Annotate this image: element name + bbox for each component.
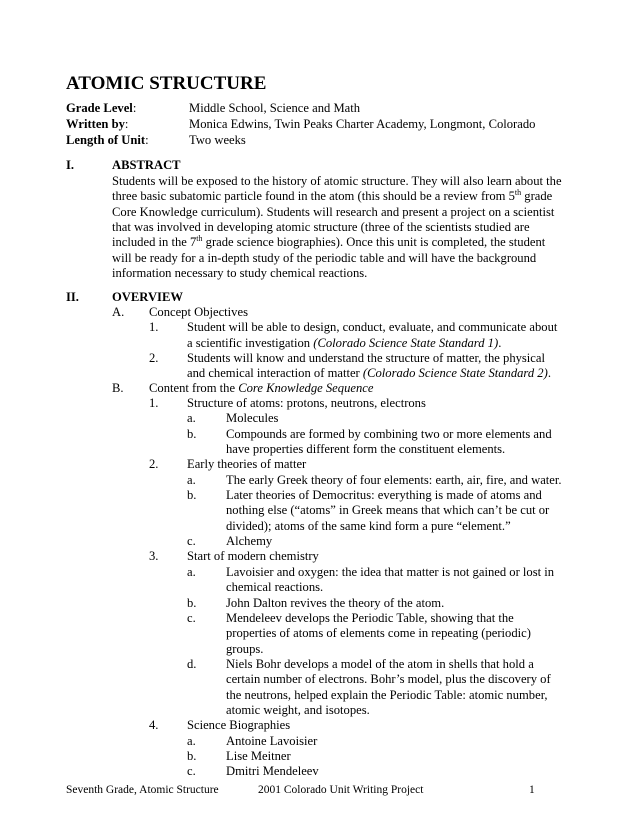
- list-letter: c.: [187, 764, 196, 778]
- subsection-label-content: Content from the Core Knowledge Sequence: [149, 381, 374, 395]
- content-subitem: Molecules: [226, 411, 279, 425]
- content-subitem: Lise Meitner: [226, 749, 291, 763]
- list-number: 4.: [149, 718, 159, 732]
- abstract-line: three basic subatomic particle found in the atom (this should be a review from 5th grade: [112, 188, 553, 203]
- abstract-line: that was involved in developing atomic structure (three of the scientists studied are: [112, 220, 530, 234]
- content-subitem: Compounds are formed by combining two or more elements and: [226, 427, 552, 441]
- section-heading-abstract: ABSTRACT: [112, 158, 181, 172]
- content-subitem: chemical reactions.: [226, 580, 324, 594]
- list-number: 1.: [149, 320, 159, 334]
- content-subitem: The early Greek theory of four elements: earth, air, fire, and water.: [226, 473, 562, 487]
- content-item: Science Biographies: [187, 718, 291, 732]
- objective-line: a scientific investigation (Colorado Science State Standard 1).: [187, 336, 502, 350]
- content-subitem: Alchemy: [226, 534, 273, 548]
- section-number-abstract: I.: [66, 158, 75, 172]
- subsection-label-concept-objectives: Concept Objectives: [149, 305, 248, 319]
- list-letter: b.: [187, 427, 197, 441]
- content-subitem: divided); atoms of the same kind form a pure “element.”: [226, 519, 511, 533]
- content-subitem: Antoine Lavoisier: [226, 734, 318, 748]
- content-subitem: Dmitri Mendeleev: [226, 764, 319, 778]
- subsection-letter: B.: [112, 381, 124, 395]
- list-number: 1.: [149, 396, 159, 410]
- grade-level-value: Middle School, Science and Math: [189, 101, 361, 115]
- list-letter: a.: [187, 473, 196, 487]
- written-by-value: Monica Edwins, Twin Peaks Charter Academy, Longmont, Colorado: [189, 117, 536, 131]
- abstract-line: information necessary to study chemical reactions.: [112, 266, 368, 280]
- list-letter: a.: [187, 565, 196, 579]
- length-of-unit-label: Length of Unit:: [66, 133, 149, 147]
- subsection-letter: A.: [112, 305, 125, 319]
- content-item: Start of modern chemistry: [187, 549, 319, 563]
- objective-line: Students will know and understand the structure of matter, the physical: [187, 351, 545, 365]
- section-heading-overview: OVERVIEW: [112, 290, 183, 304]
- abstract-line: will be ready for a in-depth study of the periodic table and will have the background: [112, 251, 537, 265]
- list-number: 2.: [149, 351, 159, 365]
- list-letter: a.: [187, 734, 196, 748]
- content-subitem: John Dalton revives the theory of the atom.: [226, 596, 445, 610]
- section-number-overview: II.: [66, 290, 79, 304]
- content-subitem: groups.: [226, 642, 264, 656]
- objective-line: and chemical interaction of matter (Colorado Science State Standard 2).: [187, 366, 551, 380]
- content-subitem: Lavoisier and oxygen: the idea that matter is not gained or lost in: [226, 565, 555, 579]
- list-letter: b.: [187, 488, 197, 502]
- list-letter: d.: [187, 657, 197, 671]
- content-subitem: have properties different form the constituent elements.: [226, 442, 506, 456]
- content-subitem: properties of atoms of elements come in repeating (periodic): [226, 626, 531, 640]
- content-subitem: certain number of electrons. Bohr’s model, plus the discovery of: [226, 672, 551, 686]
- list-letter: c.: [187, 534, 196, 548]
- list-letter: b.: [187, 596, 197, 610]
- written-by-label: Written by:: [66, 117, 129, 131]
- list-letter: c.: [187, 611, 196, 625]
- content-subitem: the neutrons, helped explain the Periodic Table: atomic number,: [226, 688, 548, 702]
- content-subitem: atomic weight, and isotopes.: [226, 703, 370, 717]
- length-of-unit-value: Two weeks: [189, 133, 246, 147]
- content-item: Structure of atoms: protons, neutrons, electrons: [187, 396, 426, 410]
- list-letter: b.: [187, 749, 197, 763]
- grade-level-label: Grade Level:: [66, 101, 137, 115]
- abstract-line: included in the 7th grade science biographies). Once this unit is completed, the student: [112, 234, 546, 249]
- list-letter: a.: [187, 411, 196, 425]
- footer-left: Seventh Grade, Atomic Structure: [66, 784, 219, 796]
- content-subitem: Mendeleev develops the Periodic Table, showing that the: [226, 611, 514, 625]
- document-title: ATOMIC STRUCTURE: [66, 73, 267, 94]
- content-subitem: nothing else (“atoms” in Greek means that which can’t be cut or: [226, 503, 550, 517]
- content-subitem: Niels Bohr develops a model of the atom in shells that hold a: [226, 657, 534, 671]
- abstract-line: Students will be exposed to the history of atomic structure. They will also learn about the: [112, 174, 562, 188]
- content-subitem: Later theories of Democritus: everything is made of atoms and: [226, 488, 542, 502]
- content-item: Early theories of matter: [187, 457, 307, 471]
- objective-line: Student will be able to design, conduct, evaluate, and communicate about: [187, 320, 558, 334]
- footer-center: 2001 Colorado Unit Writing Project: [258, 784, 424, 796]
- page-number: 1: [529, 784, 535, 796]
- abstract-line: Core Knowledge curriculum). Students will research and present a project on a scientist: [112, 205, 555, 219]
- list-number: 2.: [149, 457, 159, 471]
- list-number: 3.: [149, 549, 159, 563]
